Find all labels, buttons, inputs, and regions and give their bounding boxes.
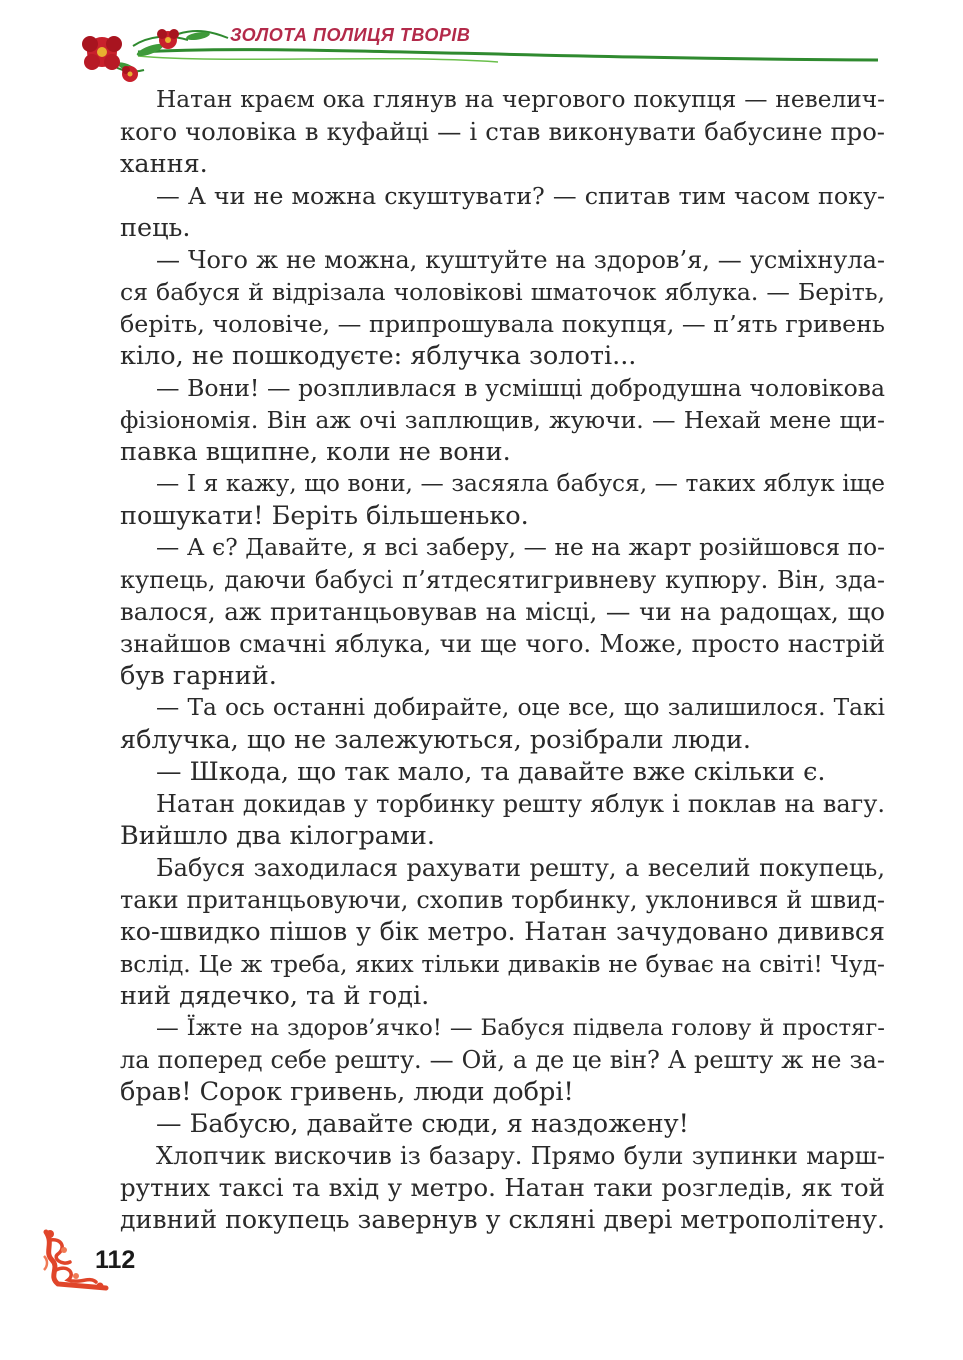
text-line: ла поперед себе решту. — Ой, а де це він? А решту ж не за- bbox=[120, 1046, 885, 1074]
text-line: дивний покупець завернув у скляні двері метрополітену. bbox=[120, 1205, 885, 1234]
text-line: вслід. Це ж треба, яких тільки диваків не буває на світі! Чуд- bbox=[120, 950, 885, 978]
text-line: — Шкода, що так мало, та давайте вже скільки є. bbox=[156, 757, 826, 787]
text-line: ко-швидко пішов у бік метро. Натан зачудовано дивився bbox=[120, 917, 885, 946]
page-number: 112 bbox=[95, 1246, 136, 1274]
flower-bud bbox=[122, 66, 138, 82]
text-line: брав! Сорок гривень, люди добрі! bbox=[120, 1077, 574, 1107]
text-line: фізіономія. Він аж очі заплющив, жуючи. — Нехай мене щи- bbox=[120, 406, 885, 434]
text-line: валося, аж пританцьовував на місці, — чи на радощах, що bbox=[120, 597, 885, 626]
text-line: пошукати! Беріть більшенько. bbox=[120, 501, 529, 531]
text-line: був гарний. bbox=[120, 661, 277, 691]
text-line: — І я кажу, що вони, — засяяла бабуся, — таких яблук іще bbox=[156, 470, 885, 497]
text-line: хання. bbox=[120, 149, 208, 179]
text-line: — Чого ж не можна, куштуйте на здоров’я, — усміхнула- bbox=[156, 246, 885, 274]
text-line: — Вони! — розпливлася в усмішці добродушна чоловікова bbox=[156, 374, 885, 402]
text-line: Вийшло два кілограми. bbox=[120, 821, 435, 851]
text-line: знайшов смачні яблука, чи ще чого. Може, просто настрій bbox=[120, 629, 885, 658]
text-line: Хлопчик вискочив із базару. Прямо були зупинки марш- bbox=[156, 1142, 885, 1170]
text-line: — А чи не можна скуштувати? — спитав тим часом поку- bbox=[156, 182, 885, 210]
text-line: рутних таксі та вхід у метро. Натан таки розгледів, як той bbox=[120, 1173, 885, 1202]
text-line: павка вщипне, коли не вони. bbox=[120, 437, 511, 467]
flower-branch-icon bbox=[78, 14, 883, 86]
text-line: пець. bbox=[120, 213, 191, 243]
flower-large bbox=[82, 36, 122, 70]
text-line: яблучка, що не залежуються, розібрали люди. bbox=[120, 725, 751, 755]
text-line: таки пританцьовуючи, схопив торбинку, уклонився й швид- bbox=[120, 886, 885, 914]
text-line: кого чоловіка в куфайці — і став виконувати бабусине про- bbox=[120, 117, 885, 146]
text-line: Натан докидав у торбинку решту яблук і поклав на вагу. bbox=[156, 790, 885, 818]
text-line: — Їжте на здоров’ячко! — Бабуся підвела голову й простяг- bbox=[156, 1015, 885, 1041]
text-line: Натан краєм ока глянув на чергового покупця — невелич- bbox=[156, 86, 885, 113]
body-text bbox=[120, 84, 885, 1236]
text-line: Бабуся заходилася рахувати решту, а веселий покупець, bbox=[156, 854, 885, 882]
text-line: — А є? Давайте, я всі заберу, — не на жарт розійшовся по- bbox=[156, 534, 885, 561]
text-line: — Та ось останні добирайте, оце все, що залишилося. Такі bbox=[156, 694, 885, 721]
running-title: ЗОЛОТА ПОЛИЦЯ ТВОРІВ bbox=[230, 25, 471, 45]
text-line: беріть, чоловіче, — припрошувала покупця, — п’ять гривень bbox=[120, 310, 885, 338]
text-line: купець, даючи бабусі п’ятдесятигривневу купюру. Він, зда- bbox=[120, 566, 885, 594]
text-line: ний дядечко, та й годі. bbox=[120, 981, 430, 1011]
text-line: — Бабусю, давайте сюди, я наздожену! bbox=[156, 1109, 689, 1139]
text-line: кіло, не пошкодуєте: яблучка золоті... bbox=[120, 341, 637, 371]
text-line: ся бабуся й відрізала чоловікові шматочок яблука. — Беріть, bbox=[120, 278, 885, 306]
